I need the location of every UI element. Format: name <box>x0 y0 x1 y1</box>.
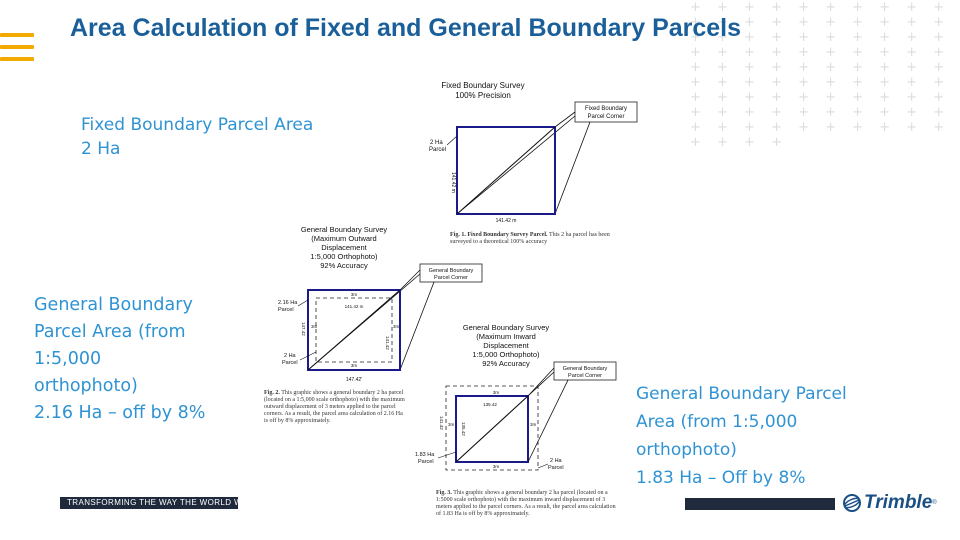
fig1-bottom-length: 141.42 m <box>495 218 517 224</box>
footer-tagline: TRANSFORMING THE WAY THE WORLD WORKS <box>67 498 267 507</box>
fig3-inner-label-1: 1.83 Ha <box>415 452 435 458</box>
fig3-leader-3 <box>528 380 568 462</box>
fig3-corner-label-1: General Boundary <box>562 366 608 372</box>
fig2-inner-label-1: 2 Ha <box>284 353 296 359</box>
fig1-heading-2: 100% Precision <box>455 91 511 100</box>
fig1-corner-label-1: Fixed Boundary <box>584 106 628 112</box>
fig3-caption <box>436 490 616 518</box>
fig2-corner-label-2: Parcel Corner <box>434 275 468 281</box>
fig3-caption-bold: Fig. 3. <box>436 490 452 496</box>
fig3-bottom-offset: 3m <box>492 464 500 469</box>
fig1-diagonal <box>457 127 555 214</box>
outward-line-4: orthophoto) <box>34 376 138 396</box>
menu-icon[interactable] <box>0 33 34 73</box>
fig2-corner-label-1: General Boundary <box>428 268 474 274</box>
fig3-outer-label-2: Parcel <box>548 465 564 471</box>
page-title: Area Calculation of Fixed and General Boundary Parcels <box>70 14 742 42</box>
inward-line-3: orthophoto) <box>636 440 737 460</box>
logo-text: Trimble <box>864 492 933 513</box>
fig2-caption <box>264 390 406 425</box>
fig3-heading-3: Displacement <box>483 341 529 350</box>
fig2-inner-label-2: Parcel <box>282 360 298 366</box>
fig1-parcel-pointer <box>447 136 457 145</box>
fig3-outer-boundary <box>446 386 538 470</box>
fig2-heading-5: 92% Accuracy <box>320 261 368 270</box>
fig2-right-offset: 3m <box>393 324 400 329</box>
fig2-bottom-length: 147.42' <box>345 377 363 383</box>
fig1-leader-2 <box>457 116 575 214</box>
fig3-inner-left-length: 135.42 <box>461 422 466 436</box>
fixed-parcel-value: 2 Ha <box>81 139 121 159</box>
fig2-leader-1 <box>400 270 420 290</box>
inward-line-2: Area (from 1:5,000 <box>636 412 798 432</box>
fig1-caption-text: This 2 ha parcel has been surveyed to a theoretical 100% accuracy <box>450 232 610 245</box>
fig3-heading-2: (Maximum Inward <box>476 332 536 341</box>
fig2-right-length: 141.42 <box>385 336 390 350</box>
fig1-leader-3 <box>555 122 590 214</box>
fig3-corner-label-2: Parcel Corner <box>568 373 602 379</box>
outward-line-1: General Boundary <box>34 295 193 315</box>
fig3-right-offset: 3m <box>530 422 537 427</box>
fig3-outer-label-1: 2 Ha <box>550 458 562 464</box>
inward-line-4: 1.83 Ha – Off by 8% <box>636 468 806 488</box>
fig3-heading-4: 1:5,000 Orthophoto) <box>472 350 540 359</box>
fig3-inner-label-2: Parcel <box>418 459 434 465</box>
outward-line-3: 1:5,000 <box>34 349 102 369</box>
fig2-diagonal <box>308 290 400 370</box>
fig2-bottom-offset: 3m <box>350 363 358 368</box>
fixed-parcel-label: Fixed Boundary Parcel Area <box>81 115 314 135</box>
fig2-caption-bold: Fig. 2. <box>264 390 280 396</box>
fig2-heading-2: (Maximum Outward <box>311 234 377 243</box>
fig2-outer-label-2: Parcel <box>278 307 294 313</box>
fig1-heading-1: Fixed Boundary Survey <box>441 81 525 90</box>
fig2-heading-1: General Boundary Survey <box>300 225 388 234</box>
fig3-top-offset: 3m <box>492 390 500 395</box>
fig2-heading-3: Displacement <box>321 243 367 252</box>
logo-registered: ® <box>932 500 937 506</box>
trimble-logo <box>842 490 937 516</box>
fig1-side-length: 141.42 m <box>450 172 456 193</box>
fig3-caption-text: This graphic shows a general boundary 2 ha parcel (located on a 1:5000 scale orthophoto) with the maximum inward displacement of 3 meters applied to the parcel corners. As a result, the parcel area calculation of 1.83 Ha is off by 8% approximately. <box>436 490 616 517</box>
fig2-left-length: 147.42 <box>301 322 306 336</box>
fig3-top-length: 135.42 <box>483 402 497 407</box>
fig2-left-offset: 3m <box>311 324 318 329</box>
inward-line-1: General Boundary Parcel <box>636 384 847 404</box>
plus-pattern-decoration: + + + + + + + + + + + + + + + + + + + + + + + + + + + + + + + + + + + + + + + + + + + + + + + + + + + + + + + + + + + + + + + + + + + + + + + + + + + + + + + + + + + + + + + + + + + + + + <box>690 0 951 150</box>
trimble-globe-icon <box>842 493 862 513</box>
fig3-left-length: 141.42 <box>439 416 444 430</box>
footer-bar-right <box>685 498 835 510</box>
fig1-corner-label-2: Parcel Corner <box>587 114 625 120</box>
fig3-inner-pointer <box>438 452 456 458</box>
fig1-parcel-label-1: 2 Ha <box>430 140 443 146</box>
general-inward-text <box>636 380 896 492</box>
outward-line-2: Parcel Area (from <box>34 322 186 342</box>
fig3-heading-5: 92% Accuracy <box>482 359 530 368</box>
fig2-top-offset: 3m <box>350 292 358 297</box>
fig1-caption-bold: Fig. 1. Fixed Boundary Survey Parcel. <box>450 232 548 238</box>
fixed-parcel-text <box>81 113 313 161</box>
fig2-outer-pointer <box>298 300 308 306</box>
fig2-outer-label-1: 2.16 Ha <box>278 300 298 306</box>
fig3-leader-2 <box>456 372 554 462</box>
fig2-heading-4: 1:5,000 Orthophoto) <box>310 252 378 261</box>
general-outward-text <box>34 292 224 427</box>
general-inward-figure <box>410 322 620 488</box>
outward-line-5: 2.16 Ha – off by 8% <box>34 403 206 423</box>
fig3-left-offset: 3m <box>448 422 455 427</box>
fig1-parcel-label-2: Parcel <box>429 147 447 153</box>
fig2-top-length: 141.42 m <box>344 304 364 309</box>
fig3-heading-1: General Boundary Survey <box>462 323 550 332</box>
fig2-caption-text: This graphic shows a general boundary 2 ha parcel (located on a 1:5,000 scale orthophoto) with the maximum outward displacement of 3 meters applied to the parcel corners. As a result, the parcel area calculation of 2.16 Ha is off by 8% approximately. <box>264 390 405 424</box>
fig3-outer-pointer <box>538 464 548 468</box>
